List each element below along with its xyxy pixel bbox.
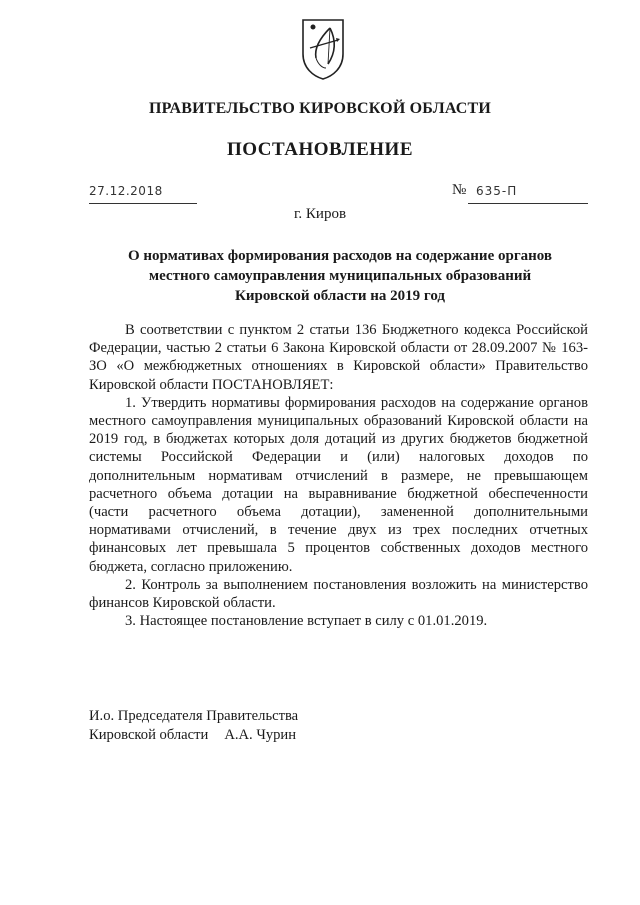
document-type: ПОСТАНОВЛЕНИЕ [226,139,414,160]
number-sign: № [452,182,467,198]
document-date-field [89,183,197,204]
signer-name: А.А. Чурин [224,726,297,743]
document-number: 635-П [476,184,518,198]
item-3-paragraph: 3. Настоящее постановление вступает в силу с 01.01.2019. [125,613,488,630]
preamble-paragraph: В соответствии с пунктом 2 статьи 136 Бюджетного кодекса Российской Федерации, частью 2 статьи 6 Закона Кировской области от 28.09.2007 № 163-ЗО «О межбюджетных отношениях в Кировской области» Правительство Кировской области ПОСТАНОВЛЯЕТ: [89,322,588,393]
item-1-paragraph: 1. Утвердить нормативы формирования расходов на содержание органов местного самоуправления муниципальных образований Кировской области на 2019 год, в бюджетах которых доля дотаций из других бюджетов бюджетной системы Российской Федерации и (или) налоговых доходов по дополнительным нормативам отчислений в размере, не превышающем расчетного объема дотации на выравнивание бюджетной обеспеченности (части расчетного объема дотации), замененной дополнительными нормативами отчислений, в течение двух из трех последних отчетных финансовых лет превышала 5 процентов собственных доходов местного бюджета, согласно приложению. [89,394,588,575]
document-number-field [468,183,588,204]
title-line: местного самоуправления муниципальных образований [148,268,532,284]
title-line: О нормативах формирования расходов на содержание органов [128,248,552,264]
kirov-coat-of-arms-icon [300,18,346,80]
signer-position: И.о. Председателя Правительства [89,708,299,724]
signer-position-line2 [89,726,298,745]
title-line: Кировской области на 2019 год [235,288,445,304]
signature-block [89,707,298,744]
document-title [90,246,590,306]
city: г. Киров [293,206,347,222]
organization-title: ПРАВИТЕЛЬСТВО КИРОВСКОЙ ОБЛАСТИ [148,100,492,117]
item-2-paragraph: 2. Контроль за выполнением постановления возложить на министерство финансов Кировской области. [89,576,588,612]
signer-region: Кировской области [89,726,209,743]
document-date: 27.12.2018 [89,184,163,198]
document-body [89,321,588,630]
